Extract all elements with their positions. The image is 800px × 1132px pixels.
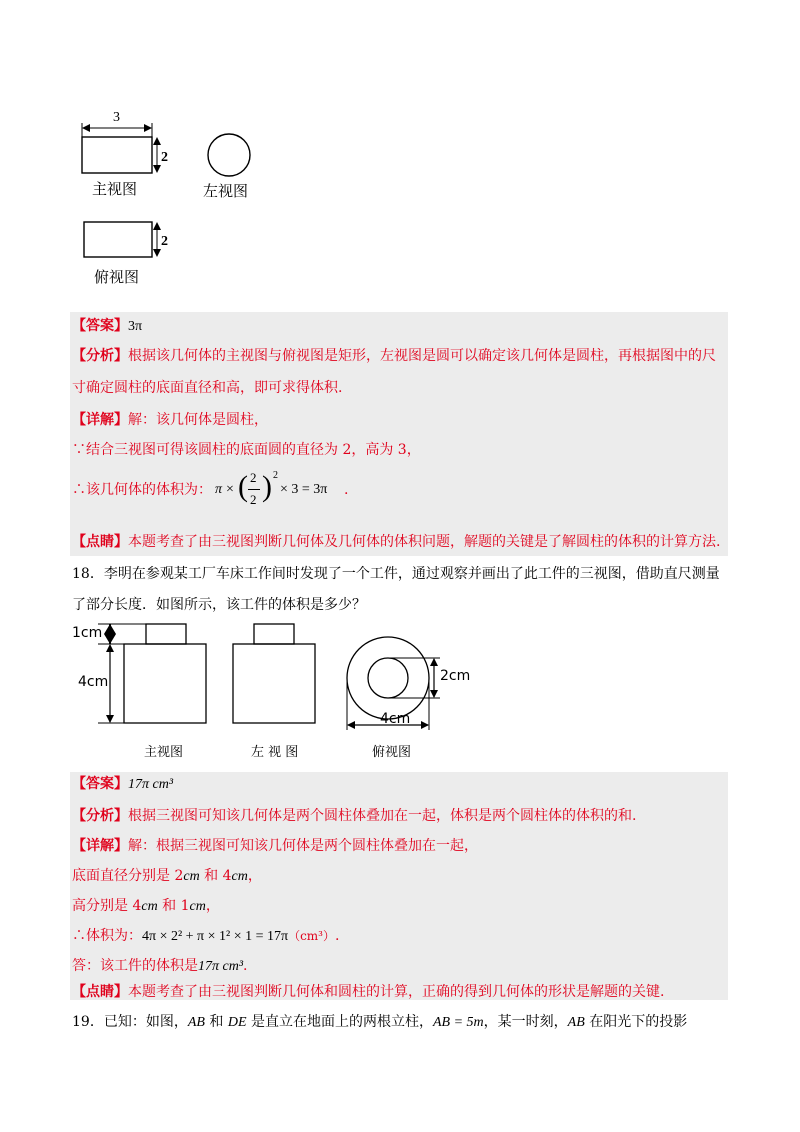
- q18-detail-line4: [72, 926, 339, 947]
- q18-analysis-line: [72, 806, 636, 826]
- detail-text-2c: ，: [247, 868, 262, 884]
- top-view-inner-circle: [368, 658, 408, 698]
- detail-formula-unit: （cm³）: [288, 929, 335, 943]
- comment-text: 本题考查了由三视图判断几何体和圆柱的计算，正确的得到几何体的形状是解题的关键.: [128, 984, 665, 1000]
- analysis-text-2: 寸确定圆柱的底面直径和高，即可求得体积.: [72, 380, 343, 396]
- q18-detail-line3: [72, 896, 220, 917]
- detail-text-3b: 和 1: [157, 898, 190, 914]
- q19-and: 和: [204, 1014, 228, 1030]
- formula-pi: π: [215, 482, 223, 497]
- detail-text-1: 解：根据三视图可知该几何体是两个圆柱体叠加在一起，: [128, 838, 478, 854]
- comment-tag: 【点睛】: [72, 534, 128, 550]
- dim-2cm-label: 2cm: [440, 668, 471, 684]
- top-view-outer-circle: [347, 637, 429, 719]
- detail-formula-end: .: [335, 928, 340, 944]
- formula-numerator: 2: [250, 470, 257, 485]
- top-height-label: 2: [161, 234, 168, 249]
- formula-paren-left: (: [238, 470, 248, 503]
- left-view-top: [254, 624, 294, 644]
- detail-final-value: 17π cm³: [198, 959, 244, 974]
- answer-value: 3π: [128, 319, 143, 334]
- q19-text-c: ，某一时刻，: [483, 1014, 568, 1030]
- q18-front-view-label: 主视图: [144, 745, 184, 760]
- analysis-text-1: 根据该几何体的主视图与俯视图是矩形，左视图是圆可以确定该几何体是圆柱，再根据图中的尺: [128, 348, 716, 364]
- detail-text-5-end: .: [243, 958, 248, 974]
- detail-tag: 【详解】: [72, 838, 128, 854]
- q18-left-view-label: 左 视 图: [251, 745, 299, 760]
- q18-detail-line1: [72, 836, 478, 856]
- detail-text-5-prefix: 答：该工件的体积是: [72, 958, 198, 974]
- q19-ab-eq: AB = 5m: [432, 1015, 484, 1030]
- unit-cm-4: cm: [189, 899, 206, 914]
- left-view-body: [233, 644, 315, 723]
- question-text-1: 18．李明在参观某工厂车床工作间时发现了一个工件，通过观察并画出了此工件的三视图，借助直尺测量: [72, 566, 720, 582]
- q18-question-line1: [72, 564, 720, 584]
- front-view-rect: [82, 137, 152, 173]
- q18-comment-line: [72, 982, 664, 1002]
- unit-cm-2: cm: [231, 869, 248, 884]
- analysis-text: 根据三视图可知该几何体是两个圆柱体叠加在一起，体积是两个圆柱体的体积的和.: [128, 808, 637, 824]
- q19-text-b: 是直立在地面上的两根立柱，: [246, 1014, 433, 1030]
- q17-top-view-label: 俯视图: [94, 268, 140, 286]
- answer-tag: 【答案】: [72, 318, 128, 334]
- front-view-top: [146, 624, 186, 644]
- q18-question-line2: [72, 595, 366, 615]
- detail-text-3: ∴该几何体的体积为：: [72, 482, 212, 498]
- formula-rest: × 3 = 3π: [280, 482, 328, 497]
- front-view-body: [124, 644, 206, 723]
- q17-comment-line: [72, 532, 720, 552]
- detail-text-2a: 底面直径分别是 2: [72, 868, 184, 884]
- analysis-tag: 【分析】: [72, 348, 128, 364]
- q17-answer-line: [72, 316, 142, 337]
- q19-text-a: 19．已知：如图，: [72, 1014, 188, 1030]
- q19-text-d: 在阳光下的投影: [584, 1014, 688, 1030]
- width-dimension-label: 3: [113, 110, 120, 125]
- formula-paren-right: ): [262, 470, 272, 503]
- comment-text: 本题考查了由三视图判断几何体及几何体的体积问题，解题的关键是了解圆柱的体积的计算方法.: [128, 534, 721, 550]
- comment-tag: 【点睛】: [72, 984, 128, 1000]
- formula-end: .: [344, 482, 349, 498]
- answer-tag: 【答案】: [72, 776, 128, 792]
- detail-text-2: ∵结合三视图可得该圆柱的底面圆的直径为 2，高为 3，: [72, 442, 421, 458]
- detail-text-3a: 高分别是 4: [72, 898, 142, 914]
- question-text-2: 了部分长度．如图所示，该工件的体积是多少？: [72, 597, 366, 613]
- q18-detail-line2: [72, 866, 262, 887]
- q19-ab2: AB: [567, 1015, 585, 1030]
- detail-text-4-prefix: ∴体积为：: [72, 928, 142, 944]
- q18-detail-line5: [72, 956, 248, 977]
- left-view-circle: [208, 134, 250, 176]
- answer-value: 17π cm³: [128, 777, 174, 792]
- q17-analysis-line2: [72, 378, 342, 398]
- q18-top-view-label: 俯视图: [372, 745, 412, 760]
- analysis-tag: 【分析】: [72, 808, 128, 824]
- unit-cm-3: cm: [141, 899, 158, 914]
- q18-answer-line: [72, 774, 173, 795]
- q17-analysis-line1: [72, 346, 716, 366]
- top-view-rect: [84, 222, 152, 257]
- dim-4cm-label: 4cm: [78, 674, 109, 690]
- q19-de: DE: [227, 1015, 247, 1030]
- formula-times: ×: [226, 482, 234, 497]
- dim-4cm-bottom-label: 4cm: [380, 711, 411, 727]
- detail-text-2b: 和 4: [199, 868, 232, 884]
- detail-formula: 4π × 2² + π × 1² × 1 = 17π: [142, 929, 289, 944]
- detail-text-3c: ，: [205, 898, 220, 914]
- q19-question-line: [72, 1012, 687, 1033]
- unit-cm-1: cm: [183, 869, 200, 884]
- q17-detail-line2: [72, 440, 421, 460]
- detail-tag: 【详解】: [72, 412, 128, 428]
- q19-ab: AB: [187, 1015, 205, 1030]
- formula-denominator: 2: [250, 492, 257, 507]
- q17-detail-line1: [72, 410, 268, 430]
- formula-exponent: 2: [273, 470, 278, 481]
- detail-text-1: 解：该几何体是圆柱，: [128, 412, 268, 428]
- dim-1cm-label: 1cm: [72, 625, 103, 641]
- q17-left-view-label: 左视图: [203, 182, 249, 200]
- front-height-label: 2: [161, 150, 168, 165]
- q17-front-view-label: 主视图: [92, 180, 138, 198]
